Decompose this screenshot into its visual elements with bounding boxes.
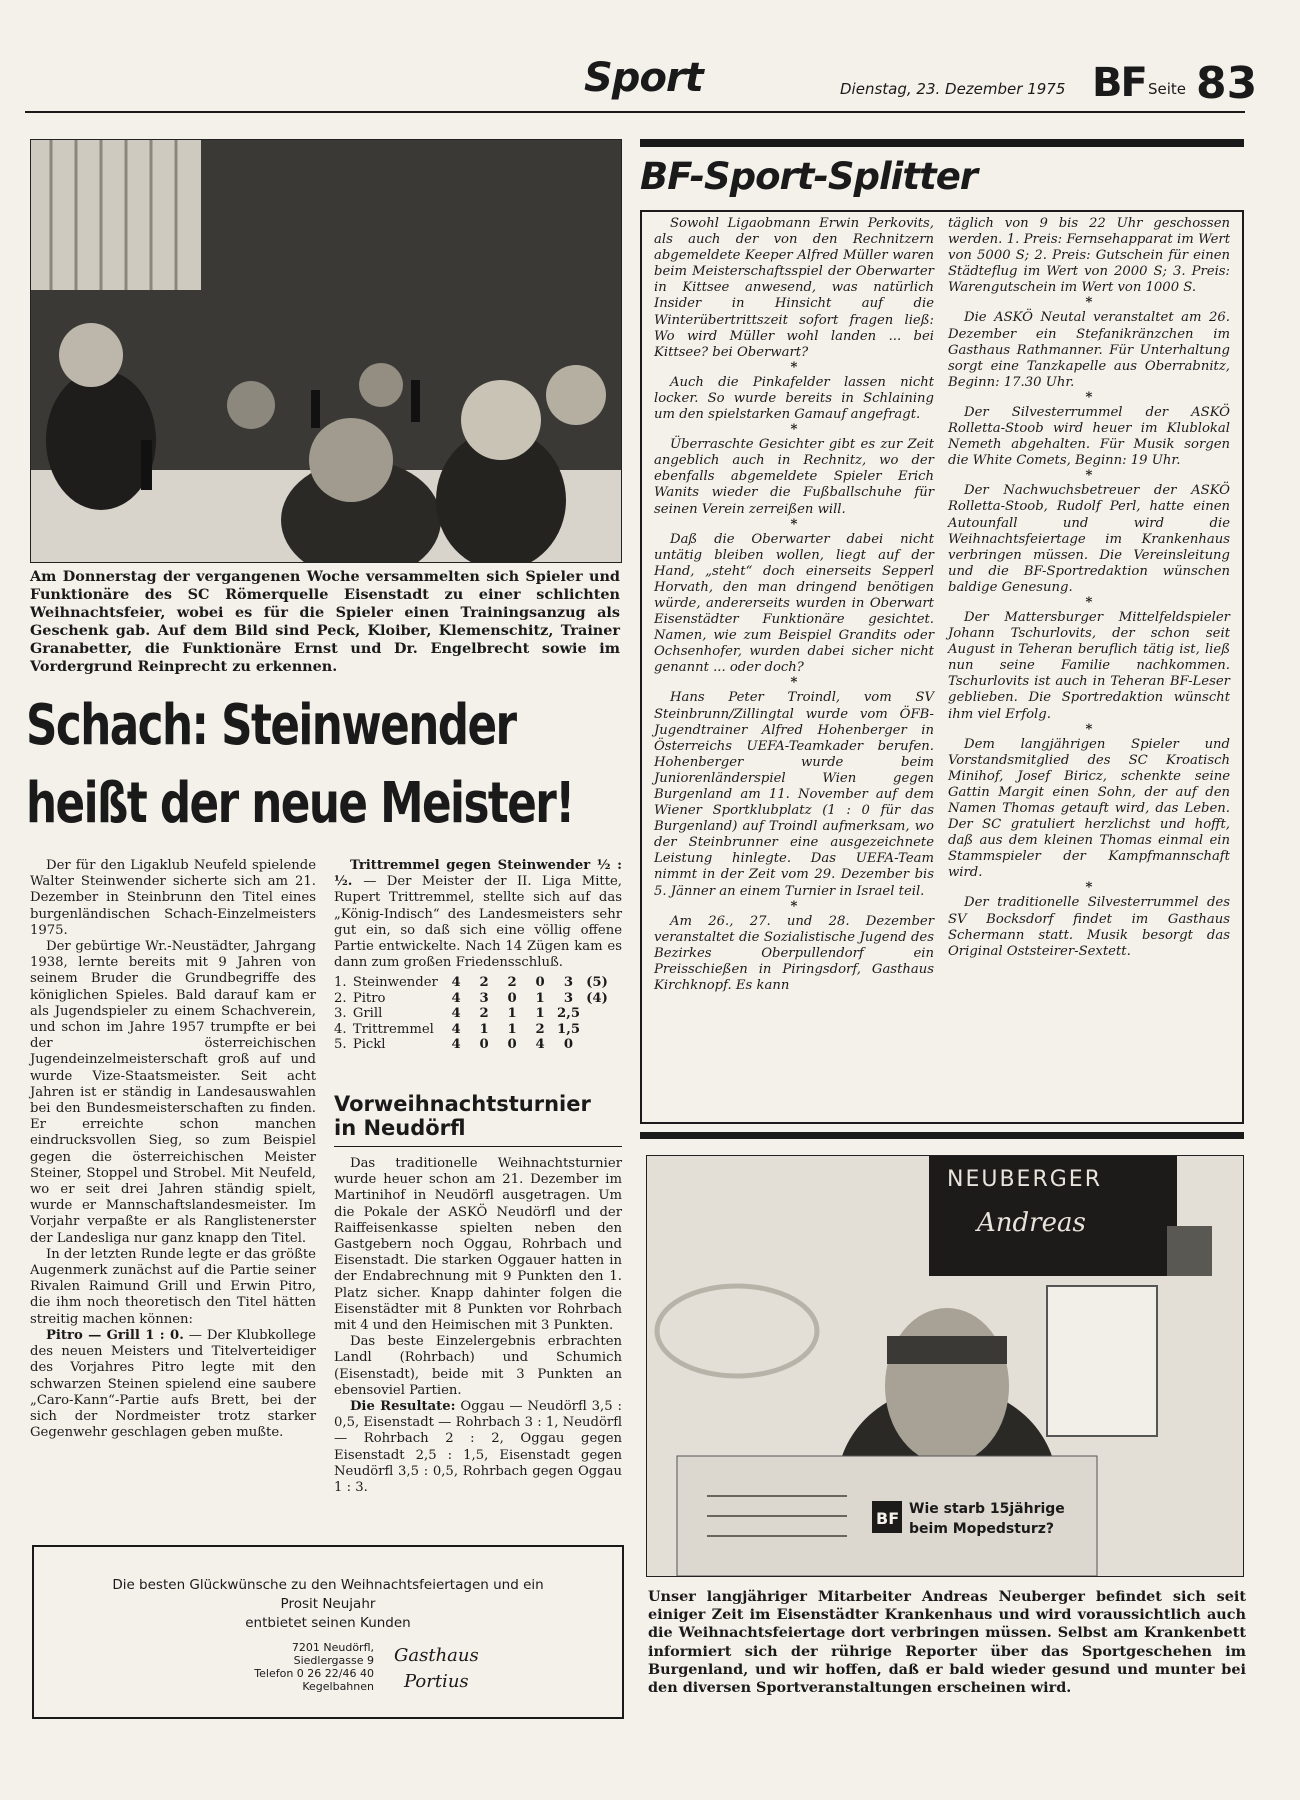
- newspaper-logo: BF: [1092, 60, 1146, 106]
- splitter-item: Auch die Pinkafelder lassen nicht locker. So wurde bereits in Schlaining um den spielstarken Gamauf angefragt.: [654, 374, 934, 423]
- newspaper-headline-2: beim Mopedsturz?: [909, 1521, 1055, 1537]
- tournament-paragraph: Das traditionelle Weihnachtsturnier wurde heuer schon am 21. Dezember im Martinihof in Neudörfl ausgetragen. Um die Pokale der ASKÖ Neudörfl und der Raiffeisenkasse spielten neben den Gastgebern noch Oggau, Rohrbach und Eisenstadt. Die starken Oggauer hatten in der Endabrechnung mit 9 Punkten den 1. Platz sicher. Knapp dahinter folgen die Eisenstädter mit 8 Punkten vor Rohrbach mit 4 und den Heimischen mit 3 Punkten.: [334, 1156, 622, 1334]
- standings-tiebreak: [586, 1037, 614, 1053]
- ad-address-line: Siedlergasse 9: [293, 1654, 374, 1667]
- standings-games: 4: [451, 1006, 461, 1022]
- tournament-rule: [334, 1146, 622, 1147]
- splitter-item: Sowohl Ligaobmann Erwin Perkovits, als auch der von den Rechnitzern abgemeldete Keeper Alfred Müller waren beim Meisterschaftsspiel der Oberwarter in Kittsee anwesend, was natürlich Insider in Hinsicht auf die Winterübertrittszeit sofort fragen ließ: Wo wird Müller wohl landen ... bei Kittsee? bei Oberwart?: [654, 216, 934, 360]
- standings-player: Trittremmel: [352, 1021, 434, 1037]
- chess-paragraph: Der für den Ligaklub Neufeld spielende Walter Steinwender sicherte sich am 21. Dezember in Steinbrunn den Titel eines burgenländischen Schach-Einzelmeisters 1975.: [30, 858, 316, 938]
- star-divider: *: [790, 359, 798, 375]
- star-divider: *: [790, 422, 798, 438]
- splitter-item: Daß die Oberwarter dabei nicht untätig bleiben wollen, liegt auf der Hand, „steht“ doch einerseits Sepperl Horvath, den man dringend benötigen würde, andererseits wurden in Oberwart Eisenstädter Funktionäre gesichtet. Namen, wie zum Beispiel Grandits oder Ochsenhofer, wurden dabei sicher nicht genannt ... oder doch?: [654, 531, 934, 676]
- star-divider: *: [1085, 880, 1093, 896]
- star-divider: *: [1085, 721, 1093, 737]
- splitter-item: täglich von 9 bis 22 Uhr geschossen werden. 1. Preis: Fernsehapparat im Wert von 5000 S; 2. Preis: Gutschein für einen Städteflug im Wert von 2000 S; 3. Preis: Warengutschein im Wert von 1000 S.: [948, 216, 1230, 296]
- page-label: Seite: [1148, 80, 1187, 98]
- tournament-headline: [334, 1092, 624, 1140]
- tournament-results-lead: Die Resultate:: [350, 1399, 456, 1415]
- chess-game-result: Trittremmel gegen Steinwender ½ : ½.: [334, 858, 622, 890]
- star-divider: *: [1085, 295, 1093, 311]
- ad-new-year: Prosit Neujahr: [280, 1596, 376, 1612]
- standings-wins: 3: [479, 990, 489, 1006]
- splitter-title: BF-Sport-Splitter: [640, 155, 978, 198]
- tournament-article: [334, 1156, 622, 1496]
- splitter-item: Überraschte Gesichter gibt es zur Zeit angeblich auch in Rechnitz, wo der ebenfalls abgemeldete Spieler Erich Wanits wieder die Fußballschuhe für seinen Verein zerreißen will.: [654, 437, 934, 517]
- standings-draws: 1: [507, 1021, 517, 1037]
- photo-illustration: [31, 140, 621, 562]
- team-christmas-photo: [30, 139, 622, 563]
- splitter-item: Der Nachwuchsbetreuer der ASKÖ Rolletta-Stoob, Rudolf Perl, hatte einen Autounfall und wird die Weihnachtsfeiertage im Krankenhaus verbringen müssen. Die Vereinsleitung und die BF-Sportredaktion wünschen baldige Genesung.: [948, 483, 1230, 595]
- standings-games: 4: [451, 975, 461, 991]
- standings-row: [334, 1037, 614, 1053]
- newspaper-logo-in-photo: BF: [876, 1509, 900, 1528]
- ad-address-line: Telefon 0 26 22/46 40: [254, 1667, 374, 1680]
- standings-tiebreak: (5): [586, 975, 608, 991]
- standings-draws: 0: [507, 1037, 517, 1053]
- splitter-item: Dem langjährigen Spieler und Vorstandsmitglied des SC Kroatisch Minihof, Josef Biricz, schenkte seine Gattin Margit einen Sohn, der auf den Namen Thomas getauft wird, das Leben. Der SC gratuliert herzlichst und hofft, daß aus dem kleinen Thomas einmal ein Stammspieler der Kampfmannschaft wird.: [948, 736, 1230, 881]
- chess-paragraph: Der gebürtige Wr.-Neustädter, Jahrgang 1938, lernte bereits mit 9 Jahren von seinem Bruder die Grundbegriffe des königlichen Spieles. Bald darauf kam er als Jugendspieler zu einem Schachverein, und schon im Jahre 1957 trumpfte er bei der österreichischen Jugendeinzelmeisterschaft groß auf und wurde Vize-Staatsmeister. Seit acht Jahren ist er ständig in Landesauswahlen bei den Bundesmeisterschaften zu finden. Er erreichte schon manchen eindrucksvollen Sieg, so zum Beispiel gegen die österreichischen Meister Steiner, Stoppel und Strobel. Mit Neufeld, wo er seit drei Jahren ständig spielt, wurde er Mannschaftslandesmeister. Im Vorjahr verpaßte er als Ranglistenerster der Landesliga nur ganz knapp den Titel.: [30, 939, 316, 1246]
- standings-points: 3: [563, 990, 574, 1006]
- standings-rank: 2.: [334, 990, 347, 1006]
- standings-points: 3: [563, 975, 574, 991]
- ad-greeting: Die besten Glückwünsche zu den Weihnachtsfeiertagen und ein: [112, 1577, 544, 1593]
- chess-column-1: [30, 858, 316, 1441]
- photo1-caption: Am Donnerstag der vergangenen Woche versammelten sich Spieler und Funktionäre des SC Römerquelle Eisenstadt zu einer schlichten Weihnachtsfeier, wobei es für die Spieler einen Trainingsanzug als Geschenk gab. Auf dem Bild sind Peck, Kloiber, Klemenschitz, Trainer Granabetter, die Funktionäre Ernst und Dr. Engelbrecht sowie im Vordergrund Reinprecht zu erkennen.: [30, 568, 620, 675]
- sign-name: NEUBERGER: [947, 1167, 1102, 1192]
- chess-headline-line2: heißt der neue Meister!: [26, 771, 574, 836]
- tournament-headline-line2: in Neudörfl: [334, 1116, 466, 1140]
- photo2-illustration: [647, 1156, 1243, 1576]
- ad-business-name: Gasthaus: [394, 1645, 479, 1666]
- standings-player: Grill: [352, 1006, 383, 1022]
- splitter-item: Der traditionelle Silvesterrummel des SV Bocksdorf findet im Gasthaus Schermann statt. Musik besorgt das Original Oststeirer-Sextett.: [948, 895, 1230, 959]
- standings-games: 4: [451, 990, 461, 1006]
- standings-wins: 2: [479, 975, 489, 991]
- chess-game-report: — Der Klubkollege des neuen Meisters und Titelverteidiger des Vorjahres Pitro legte mit den schwarzen Steinen spielend eine saubere „Caro-Kann“-Partie aufs Brett, bei der sich der Nordmeister trotz starker Gegenwehr geschlagen geben mußte.: [30, 1327, 316, 1441]
- standings-row: [334, 1006, 614, 1022]
- splitter-column-left: [654, 216, 934, 994]
- gasthaus-advertisement: [32, 1545, 624, 1719]
- splitter-column-right: [948, 216, 1230, 960]
- standings-games: 4: [451, 1037, 461, 1053]
- standings-rank: 1.: [334, 975, 347, 991]
- page-number: 83: [1196, 58, 1258, 109]
- standings-rank: 3.: [334, 1006, 347, 1022]
- standings-tiebreak: [586, 1006, 614, 1022]
- issue-date: Dienstag, 23. Dezember 1975: [840, 80, 1066, 98]
- standings-wins: 2: [479, 1006, 489, 1022]
- chess-paragraph: In der letzten Runde legte er das größte Augenmerk zunächst auf die Partie seiner Rivalen Raimund Grill und Erwin Pitro, die ihm noch theoretisch den Titel hätten streitig machen können:: [30, 1246, 316, 1327]
- ad-address-line: 7201 Neudörfl,: [291, 1641, 374, 1654]
- ad-address-line: Kegelbahnen: [302, 1680, 374, 1693]
- reporter-hospital-photo: [646, 1155, 1244, 1577]
- standings-player: Steinwender: [352, 975, 438, 991]
- star-divider: *: [790, 675, 798, 691]
- standings-row: [334, 1022, 614, 1038]
- standings-points: 0: [563, 1037, 574, 1053]
- splitter-item: Am 26., 27. und 28. Dezember veranstaltet die Sozialistische Jugend des Bezirkes Oberpullendorf ein Preisschießen in Piringsdorf, Gasthaus Kirchknopf. Es kann: [654, 913, 934, 994]
- chess-game-result: Pitro — Grill 1 : 0.: [46, 1327, 184, 1343]
- standings-points: 1,5: [557, 1021, 580, 1037]
- splitter-item: Hans Peter Troindl, vom SV Steinbrunn/Zillingtal wurde vom ÖFB-Jugendtrainer Alfred Hohenberger in Österreichs UEFA-Teamkader berufen. Hohenberger wurde beim Juniorenländerspiel Wien gegen Burgenland am 11. November auf dem Wiener Sportklubplatz (1 : 0 für das Burgenland) auf Troindl aufmerksam, wo der Steinbrunner eine ausgezeichnete Leistung hinlegte. Das UEFA-Team nimmt in der Zeit vom 29. Dezember bis 5. Jänner an einem Turnier in Israel teil.: [654, 690, 934, 899]
- star-divider: *: [790, 898, 798, 914]
- star-divider: *: [790, 516, 798, 532]
- star-divider: *: [1085, 468, 1093, 484]
- standings-losses: 4: [535, 1037, 545, 1053]
- standings-tiebreak: [586, 1022, 614, 1038]
- standings-player: Pitro: [352, 990, 386, 1006]
- standings-losses: 0: [535, 975, 545, 991]
- standings-wins: 0: [479, 1037, 489, 1053]
- tournament-paragraph: Das beste Einzelergebnis erbrachten Landl (Rohrbach) und Schumich (Eisenstadt), beide mit 3 Punkten an ebensoviel Partien.: [334, 1334, 622, 1398]
- standings-row: [334, 991, 614, 1007]
- section-title: Sport: [584, 55, 703, 101]
- standings-draws: 2: [507, 975, 517, 991]
- splitter-bottom-rule: [640, 1132, 1244, 1139]
- splitter-item: Der Mattersburger Mittelfeldspieler Johann Tschurlovits, der schon seit August in Teheran beruflich tätig ist, ließ nun seine Familie nachkommen. Tschurlovits ist auch in Teheran BF-Leser geblieben. Die Sportredaktion wünscht ihm viel Erfolg.: [948, 609, 1230, 722]
- standings-losses: 2: [535, 1021, 545, 1037]
- newspaper-headline-1: Wie starb 15jährige: [909, 1501, 1065, 1517]
- splitter-item: Die ASKÖ Neutal veranstaltet am 26. Dezember ein Stefanikränzchen im Gasthaus Rathmanner. Für Unterhaltung sorgt eine Tanzkapelle aus Oberrabnitz, Beginn: 17.30 Uhr.: [948, 310, 1230, 390]
- header-rule: [25, 111, 1245, 113]
- standings-games: 4: [451, 1021, 461, 1037]
- star-divider: *: [1085, 389, 1093, 405]
- chess-game-report: — Der Meister der II. Liga Mitte, Rupert Trittremmel, stellte sich auf das „König-Indisch“ des Landesmeisters sehr gut ein, so daß sich eine völlig offene Partie entwickelte. Nach 14 Zügen kam es dann zum großen Friedensschluß.: [334, 874, 623, 971]
- standings-player: Pickl: [352, 1037, 386, 1053]
- standings-rank: 4.: [334, 1021, 347, 1037]
- standings-draws: 1: [507, 1006, 517, 1022]
- ad-business-owner: Portius: [404, 1671, 469, 1692]
- standings-table: [334, 975, 614, 1053]
- standings-draws: 0: [507, 990, 517, 1006]
- chess-headline-line1: Schach: Steinwender: [26, 693, 516, 758]
- splitter-item: Der Silvesterrummel der ASKÖ Rolletta-Stoob wird heuer im Klublokal Nemeth abgehalten. Für Musik sorgen die White Comets, Beginn: 19 Uhr.: [948, 404, 1230, 469]
- standings-rank: 5.: [334, 1037, 347, 1053]
- ad-offer: entbietet seinen Kunden: [245, 1615, 411, 1631]
- standings-losses: 1: [535, 990, 545, 1006]
- sign-first-name: Andreas: [977, 1208, 1086, 1238]
- photo2-caption: Unser langjähriger Mitarbeiter Andreas Neuberger befindet sich seit einiger Zeit im Eisenstädter Krankenhaus und wird voraussichtlich auch die Weihnachtsfeiertage dort verbringen müssen. Selbst am Krankenbett informiert sich der rührige Reporter über das Sportgeschehen im Burgenland, und wir hoffen, daß er bald wieder gesund und munter bei den diversen Sportveranstaltungen erscheinen wird.: [648, 1588, 1246, 1697]
- tournament-headline-line1: Vorweihnachtsturnier: [334, 1092, 591, 1116]
- star-divider: *: [1085, 594, 1093, 610]
- ad-address: [214, 1641, 374, 1693]
- chess-column-2: [334, 858, 622, 1053]
- standings-points: 2,5: [557, 1006, 580, 1022]
- standings-wins: 1: [479, 1021, 489, 1037]
- splitter-top-rule: [640, 139, 1244, 147]
- standings-tiebreak: (4): [586, 990, 608, 1006]
- standings-row: [334, 975, 614, 991]
- tournament-results: Oggau — Neudörfl 3,5 : 0,5, Eisenstadt — Rohrbach 3 : 1, Neudörfl — Rohrbach 2 : 2, Oggau gegen Eisenstadt 2,5 : 1,5, Eisenstadt gegen Neudörfl 3,5 : 0,5, Rohrbach gegen Oggau 1 : 3.: [334, 1399, 622, 1496]
- standings-losses: 1: [535, 1006, 545, 1022]
